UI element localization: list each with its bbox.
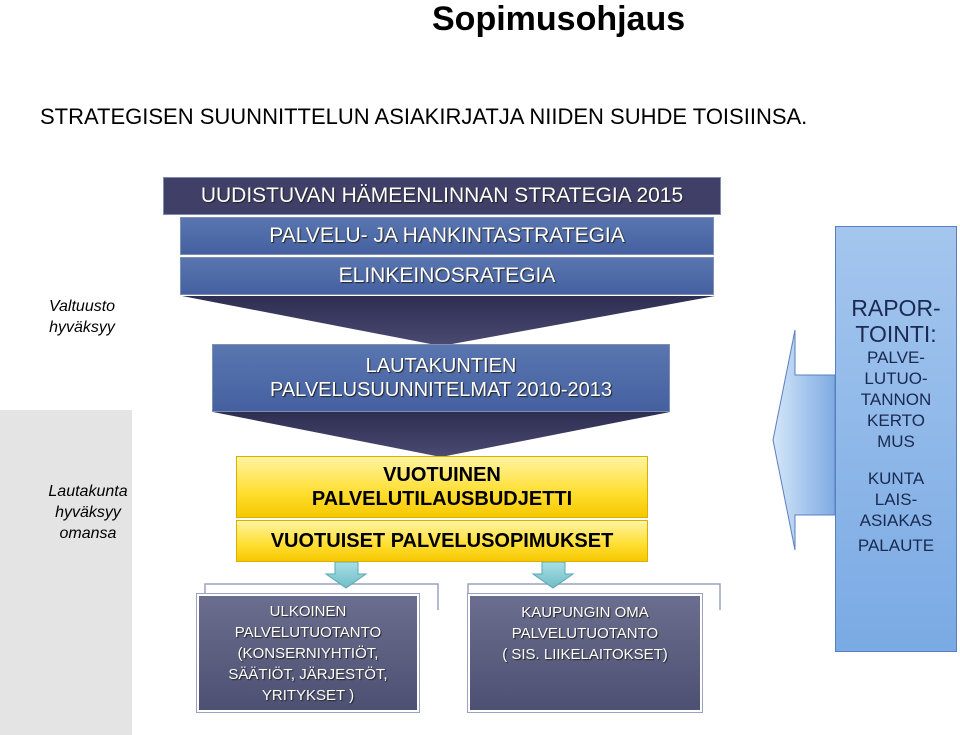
service-report-line-3: TANNON: [860, 390, 932, 409]
feedback-line-3: ASIAKAS: [859, 511, 933, 530]
external-line-4: SÄÄTIÖT, JÄRJESTÖT,: [228, 665, 388, 683]
own-service-production-box: [468, 594, 702, 712]
upper-funnel: [182, 296, 715, 346]
service-report-line-5: MUS: [877, 432, 915, 451]
own-line-1: KAUPUNGIN OMA: [521, 604, 649, 621]
council-line-2: hyväksyy: [49, 319, 115, 336]
committee-line-3: omansa: [59, 525, 117, 542]
committee-plans-line-2: PALVELUSUUNNITELMAT 2010-2013: [269, 379, 612, 401]
committee-approves-label: [38, 481, 138, 544]
annual-service-budget-box: [236, 456, 648, 518]
external-line-1: ULKOINEN: [269, 602, 347, 620]
reporting-box: [835, 226, 957, 652]
external-line-3: (KONSERNIYHTIÖT,: [237, 644, 379, 662]
service-procurement-strategy-bar: PALVELU- JA HANKINTASTRATEGIA: [180, 217, 714, 255]
feedback-line-4: PALAUTE: [857, 536, 935, 555]
committee-line-1: Lautakunta: [48, 483, 128, 500]
feedback-line-1: KUNTA: [867, 469, 925, 488]
lower-funnel: [213, 412, 670, 457]
page-title: Sopimusohjaus: [432, 0, 686, 38]
grey-side-panel: [0, 410, 132, 735]
annual-service-agreements-box: VUOTUISET PALVELUSOPIMUKSET: [236, 520, 648, 562]
reporting-heading-1: RAPOR-: [851, 295, 941, 321]
budget-line-2: PALVELUTILAUSBUDJETTI: [311, 488, 573, 510]
service-report-line-1: PALVE-: [867, 348, 925, 367]
council-line-1: Valtuusto: [48, 298, 116, 315]
reporting-arrow-icon: [773, 330, 835, 550]
committee-service-plans-box: [212, 344, 670, 412]
own-line-3: ( SIS. LIIKELAITOKSET): [502, 646, 668, 663]
committee-line-2: hyväksyy: [55, 504, 121, 521]
budget-line-1: VUOTUINEN: [383, 464, 501, 486]
reporting-heading-2: TOINTI:: [855, 321, 937, 347]
external-service-production-box: [197, 594, 419, 712]
own-line-2: PALVELUTUOTANTO: [511, 625, 659, 642]
feedback-line-2: LAIS-: [874, 490, 918, 509]
strategy-2015-bar: UUDISTUVAN HÄMEENLINNAN STRATEGIA 2015: [163, 177, 721, 215]
external-line-5: YRITYKSET ): [261, 686, 355, 704]
committee-plans-line-1: LAUTAKUNTIEN: [365, 355, 517, 377]
service-report-line-4: KERTO: [867, 411, 925, 430]
page-subtitle: STRATEGISEN SUUNNITTELUN ASIAKIRJATJA NIIDEN SUHDE TOISIINSA.: [40, 104, 808, 129]
service-report-line-2: LUTUO-: [864, 369, 928, 388]
business-strategy-bar: ELINKEINOSRATEGIA: [180, 257, 714, 295]
council-approves-label: [32, 296, 132, 338]
external-line-2: PALVELUTUOTANTO: [234, 623, 382, 641]
